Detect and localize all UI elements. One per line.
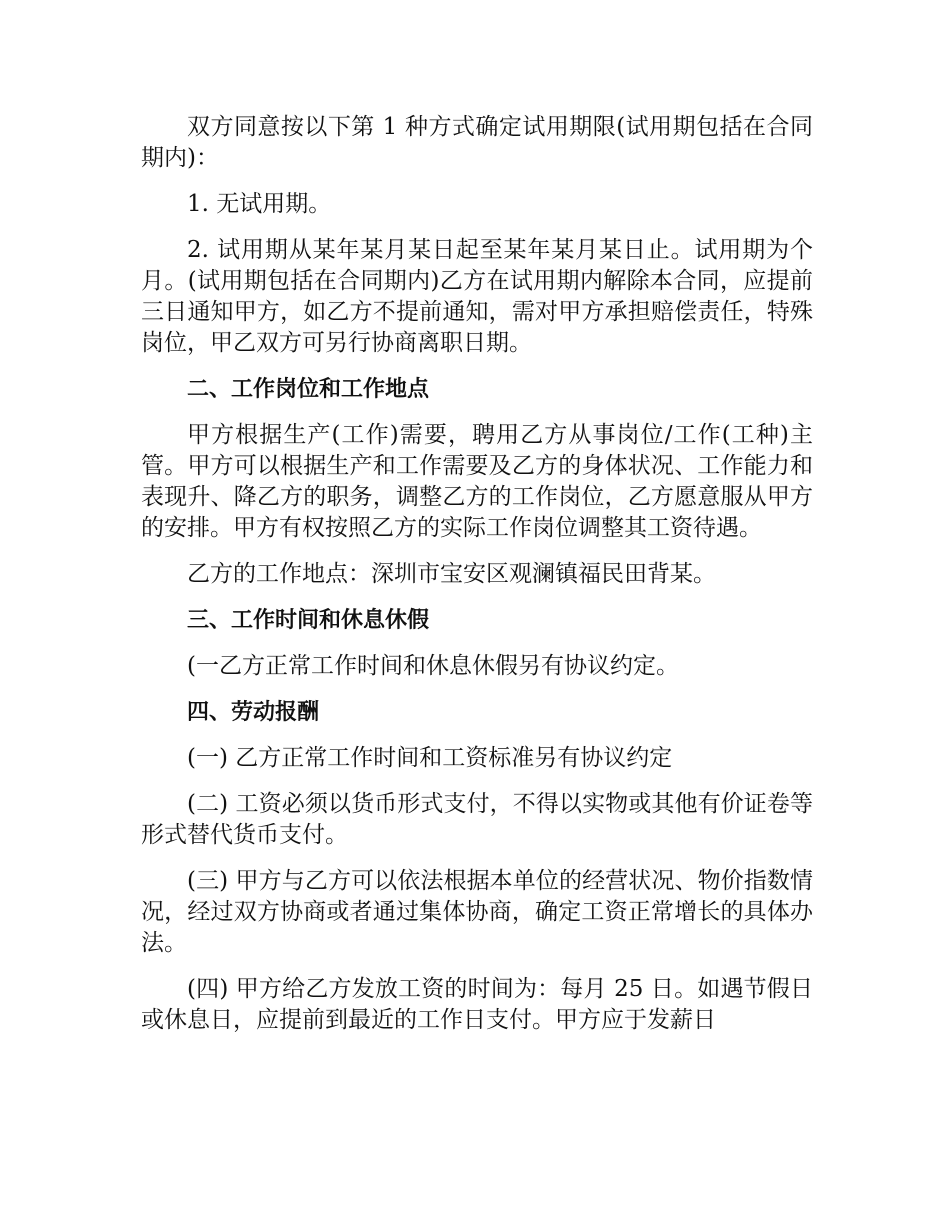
paragraph-remuneration-2: (二) 工资必须以货币形式支付，不得以实物或其他有价证卷等形式替代货币支付。 — [141, 791, 813, 848]
paragraph-work-hours: (一乙方正常工作时间和休息休假另有协议约定。 — [187, 653, 679, 679]
section-heading-remuneration: 四、劳动报酬 — [187, 700, 320, 725]
paragraph-remuneration-3: (三) 甲方与乙方可以依法根据本单位的经营状况、物价指数情况，经过双方协商或者通过集体协商，确定工资正常增长的具体办法。 — [141, 868, 813, 956]
paragraph-no-probation: 1. 无试用期。 — [187, 191, 332, 217]
paragraph-job-assignment: 甲方根据生产(工作)需要，聘用乙方从事岗位/工作(工种)主管。甲方可以根据生产和工作需要及乙方的身体状况、工作能力和表现升、降乙方的职务，调整乙方的工作岗位，乙方愿意服从甲方的安排。甲方有权按照乙方的实际工作岗位调整其工资待遇。 — [141, 422, 813, 541]
document-page — [141, 112, 813, 1051]
section-heading-job-location: 二、工作岗位和工作地点 — [187, 377, 430, 402]
paragraph-remuneration-4: (四) 甲方给乙方发放工资的时间为：每月 25 日。如遇节假日或休息日，应提前到最近的工作日支付。甲方应于发薪日 — [141, 976, 813, 1033]
paragraph-probation-period: 2. 试用期从某年某月某日起至某年某月某日止。试用期为个月。(试用期包括在合同期内)乙方在试用期内解除本合同，应提前三日通知甲方，如乙方不提前通知，需对甲方承担赔偿责任，特殊岗位，甲乙双方可另行协商离职日期。 — [141, 237, 813, 356]
paragraph-probation-method: 双方同意按以下第 1 种方式确定试用期限(试用期包括在合同期内)： — [141, 114, 813, 171]
paragraph-work-location: 乙方的工作地点：深圳市宝安区观澜镇福民田背某。 — [187, 561, 716, 587]
section-heading-work-hours: 三、工作时间和休息休假 — [187, 608, 430, 633]
paragraph-remuneration-1: (一) 乙方正常工作时间和工资标准另有协议约定 — [187, 745, 673, 771]
